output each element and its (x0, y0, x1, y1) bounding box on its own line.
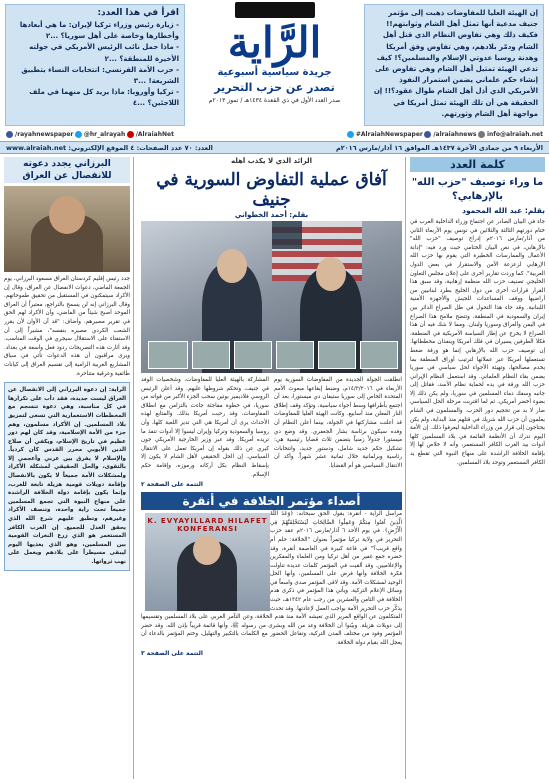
youtube-icon (127, 131, 134, 138)
in-this-issue-item[interactable]: - تركيا وأوروبا: ماذا يريد كل منهما في ملف اللاجئين؟ ...٤ (29, 88, 179, 108)
twitter-icon (347, 131, 354, 138)
portrait-inset (192, 341, 230, 369)
main-article-body (141, 376, 402, 479)
portrait-inset (360, 341, 398, 369)
editorial-headline[interactable]: ما وراء توصيف "حزب الله" بالإرهابي؟ (411, 177, 544, 202)
facebook-icon (424, 131, 431, 138)
portrait-inset (234, 341, 272, 369)
person-head (49, 196, 85, 234)
barzani-photo (4, 186, 130, 272)
facebook-icon (6, 131, 13, 138)
first-issue-date: صدر العدد الأول في ذي القعدة ١٤٣٤هـ / تموز ٢٠١٣م (208, 97, 341, 104)
speaker-head (193, 535, 221, 565)
khilafa-article-text: مراسل الراية - أنقرة: يقول الحق سبحانه: ﴿وَعَدَ اللَّهُ الَّذِينَ آمَنُوا مِنكُمْ وَعَمِلُوا الصَّالِحَاتِ لَيَسْتَخْلِفَنَّهُمْ فِي الْأَرْضِ﴾. في يوم الأحد ٦ آذار/مارس ٢٠١٦م عقد حزب التحرير في ولاية تركيا مؤتمراً بعنوان "الخلافة: حلم أم واقع قريب؟" في قاعة كبيرة في العاصمة أنقرة، وقد حضره جمع غفير من أهل تركيا ومن العلماء والمفكرين والإعلاميين. وقد ألقيت في المؤتمر كلمات عديدة تناولت فكرة الخلافة وأنها فرض على المسلمين، وأنها الحل الوحيد لمشكلات الأمة. وقد لاقى المؤتمر صدى واسعاً في وسائل الإعلام التركية. ويأتي هذا المؤتمر في ذكرى هدم الخلافة في الثامن والعشرين من رجب عام ١٣٤٢هـ، حيث يذكّر حزب التحرير الأمة بواجب العمل لإعادتها. وقد تحدث المتكلمون عن الواقع المرير الذي تعيشه الأمة منذ هدم الخلافة، وعن التآمر الغربي على بلاد المسلمين وتقسيمها إلى دويلات هزيلة. وبيّنوا أن الخلافة وعد من الله وبشرى من رسوله ﷺ، وأنها قائمة قريباً بإذن الله. وقد حضر المؤتمر وفود من مختلف المدن التركية، وتفاعل الحضور مع الكلمات بالتكبير والتهليل، وختم المؤتمر بالدعاء أن يعجل الله بقيام دولة الخلافة. (141, 511, 402, 647)
paper-name: الرَّاية (227, 18, 322, 67)
paper-publisher: تصدر عن حزب التحرير (214, 81, 335, 94)
email-link[interactable]: info@alraiah.net (478, 131, 543, 138)
editorial-quote-box (364, 4, 544, 126)
editorial-column (405, 157, 545, 779)
barzani-article-text: جدد رئيس إقليم كردستان العراق مسعود البرزاني، يوم الجمعة الماضي، دعوات الانفصال عن العراق، وقال إن الأكراد سيتمكنون في المستقبل من تحقيق طموحاتهم. وقال البرزاني إنه لن يسمح بالتراجع، معتبراً أن العراق الموحد أصبح شيئاً من الماضي، وأن الأكراد لهم الحق في تقرير مصيرهم. وأضاف: "قد آن الأوان لأن يقرر الشعب الكردي مصيره بنفسه"، مشيراً إلى أن الاستفتاء على الاستقلال سيجري في الوقت المناسب. وقد أثارت هذه التصريحات ردود فعل واسعة في بغداد. ويرى مراقبون أن هذه الدعوات تأتي في سياق المشاريع الغربية الرامية إلى تقسيم العراق إلى كيانات طائفية وعرقية متناحرة. (4, 276, 130, 377)
portrait-inset (318, 341, 356, 369)
editorial-author: بقلم: عبد الله المحمود (462, 206, 545, 215)
continued-note[interactable]: التتمة على الصفحة ٢ (141, 481, 203, 489)
issue-meta-bar (0, 141, 549, 154)
person-head (217, 249, 247, 283)
issue-date: الأربعاء ٩ من جمادى الآخرة ١٤٣٧هـ الموافق ١٦ آذار/مارس ٢٠١٦م (335, 143, 543, 152)
youtube-link[interactable]: /AlraiahNet (127, 131, 174, 138)
masthead-header (0, 0, 549, 128)
paper-motto: الرائد الذي لا يكذب أهله (230, 157, 313, 165)
social-links-strip (0, 128, 549, 140)
main-author: بقلم: أحمد الخطواني (234, 211, 309, 219)
twitter-link[interactable]: @hr_alrayah (75, 131, 125, 138)
in-this-issue-title: اقرأ في هذا العدد: (97, 8, 179, 18)
person-head (316, 257, 346, 291)
main-headline[interactable]: آفاق عملية التفاوض السورية في جنيف (156, 170, 387, 210)
email-icon (478, 131, 485, 138)
issue-number: العدد: ٧٠ عدد الصفحات: ٤ الموقع الإلكتروني: www.alraiah.net (6, 143, 213, 152)
in-this-issue-list (11, 20, 179, 110)
twitter-icon (75, 131, 82, 138)
khilafa-headline[interactable]: أصداء مؤتمر الخلافة في أنقرة (141, 492, 402, 510)
rayah-comment-box (4, 382, 130, 570)
news-column (4, 157, 134, 779)
in-this-issue-box (5, 4, 185, 126)
editorial-body: جاء في البيان الصادر عن اجتماع وزراء الداخلية العرب في ختام دورتهم الثالثة والثلاثين في تونس يوم الأربعاء الثاني من آذار/مارس ٢٠١٦م إدراج توصيف "حزب الله" بالإرهابي، في نص البيان الختامي حيث ورد فيه: "إدانة الأعمال والممارسات الخطيرة التي يقوم بها حزب الله الإرهابي لزعزعة الأمن والاستقرار في بعض الدول العربية". كما وردت تقارير أخرى على إعلان مجلس التعاون الخليجي تصنيف حزب الله منظمة إرهابية، وقد سبق هذا القرار قرارات أخرى من دول الخليج بطرد لبنانيين من أراضيها ووقف المساعدات للجيش والأجهزة الأمنية اللبنانية. وقد جاء هذا التحول في ظل الصراع الدائر بين إيران والسعودية في المنطقة، وتتضح ملامح هذا الصراع في اليمن والعراق وسوريا ولبنان. ومما لا شك فيه أن هذا الصراع لا يخرج عن إطار السياسة الأمريكية في المنطقة، فكلا الطرفين يسيران في فلك أمريكا وينفذان مخططاتها. إن توصيف حزب الله بالإرهابي إنما هو ورقة ضغط تستعملها أمريكا عبر عملائها لترتيب أوراق المنطقة بما يخدم مصالحها، وتهيئة الأجواء لحل سياسي في سوريا يضمن بقاء النظام العلماني. وقد استعمل النظام الإيراني حزب الله ورقة في يده لحماية نظام الأسد، فقاتل إلى جانبه وسفك دماء المسلمين في سوريا، ولم يكن ذلك إلا بضوء أخضر أمريكي. ثم لما اقتربت مرحلة الحل السياسي صار لا بد من تحجيم دور الحزب. والمسلمون في الشام يعلمون أن حزب الله شريك في قتلهم منذ البداية، ولم يكن يحتاجون إلى قرار من وزراء الداخلية ليعرفوا ذلك. إن الأمة اليوم تدرك أن الأنظمة القائمة في بلاد المسلمين كلها أدوات بيد الغرب الكافر المستعمر، وأنه لا خلاص لها إلا بإقامة الخلافة الراشدة على منهاج النبوة التي تقطع يد الكافر المستعمر وتوحد بلاد المسلمين. (410, 219, 545, 466)
in-this-issue-item[interactable]: - ماذا حمل نائب الرئيس الأمريكي في جولته الأخيرة للمنطقة؟ ...٢ (29, 43, 179, 63)
facebook-link[interactable]: /rayahnewspaper (6, 131, 73, 138)
masthead (188, 2, 361, 126)
paper-subtitle: جريدة سياسية أسبوعية (217, 67, 332, 78)
in-this-issue-item[interactable]: - زيارة رئيس وزراء تركيا لإيران: ما هي أبعادها وأخطارها وخاصة على أهل سوريا؟ ...٢ (19, 21, 179, 41)
black-flag-icon (235, 2, 315, 18)
main-article-column (138, 157, 405, 779)
flag-canton (272, 221, 302, 249)
portrait-inset (148, 341, 188, 369)
main-article-photo (141, 221, 402, 373)
hashtag-link[interactable]: #AlraiahNewspaper (347, 131, 423, 138)
rayah-comment-text: الراية: إن دعوة البرزاني إلى الانفصال عن العراق ليست جديدة، فقد دأب على تكرارها في كل مناسبة، وهي دعوة تنسجم مع المخططات الاستعمارية التي تسعى لتمزيق بلاد المسلمين. إن الأكراد مسلمون، وهم جزء من الأمة الإسلامية، وقد كان لهم دور عظيم في تاريخ الإسلام، ويكفي أن صلاح الدين الأيوبي محرر القدس كان كردياً. والإسلام لا يفرق بين عربي وأعجمي إلا بالتقوى، والحل الحقيقي لمشكلة الأكراد ولمشكلات الأمة جميعاً لا يكون بالانفصال وإقامة دويلات قومية هزيلة تابعة للغرب، وإنما يكون بإقامة دولة الخلافة الراشدة على منهاج النبوة التي تجمع المسلمين جميعاً تحت راية واحدة، وتنصف الأكراد وغيرهم، وتطبق عليهم شرع الله الذي يحقق العدل للجميع. إن الغرب الكافر المستعمر هو الذي زرع النعرات القومية بين المسلمين، وهو الذي يغذيها اليوم ليبقى مسيطراً على بلادهم ويعمل على نهب ثرواتها. (8, 387, 126, 565)
portrait-inset (276, 341, 314, 369)
main-article-text: المشاركة بالهيئة العليا للمفاوضات، وشخصيات الوفد في جنيف، وتحكم شروطها عليهم. وقد أعلن الرئيس الروسي فلاديمير بوتين سحب الجزء الأكبر من قواته من سوريا، في خطوة مفاجئة جاءت بالتزامن مع انطلاق المفاوضات، وقد رحبت أمريكا بذلك. والمتابع لهذه الأحداث يرى أن أمريكا هي التي تدير اللعبة كلها، وأن روسيا والسعودية وتركيا وإيران ليسوا إلا أدوات تنفذ ما تريده أمريكا. وقد عبر وزير الخارجية الأمريكي جون كيري عن ذلك بقوله إن أمريكا تعمل على الانتقال السياسي. إن الحل الحقيقي لأهل الشام لا يكون إلا بإسقاط النظام بكل أركانه ورموزه، وإقامة حكم الإسلام. (141, 377, 269, 478)
main-article-text: انطلقت الجولة الجديدة من المفاوضات السورية يوم الأربعاء في ١٤/٣/٢٠١٦م، وضبط إيقاعها مبعوث الأمم المتحدة الخاص إلى سوريا ستيفان دي ميستورا، بعد أن اجتمع بأطرافها وسط أجواء سياسية، وتؤكد وقف إطلاق النار المعلن منذ أسابيع. وكانت الهيئة العليا للمفاوضات قد أعلنت مشاركتها في الجولة، بينما أعلن النظام أن وفده سيكون برئاسة بشار الجعفري. وقد وضع دي ميستورا جدولاً زمنياً يتضمن ثلاث قضايا رئيسية هي: تشكيل حكم جديد شامل، ودستور جديد، وانتخابات رئاسية وبرلمانية خلال ثمانية عشر شهراً. وأكد أن الانتقال السياسي هو أم القضايا. (274, 377, 402, 469)
continued-note[interactable]: التتمة على الصفحة ٣ (141, 649, 203, 657)
conference-banner-text: K. EVYAYILLARD HILAFET KONFERANSI (147, 517, 268, 534)
facebook-link[interactable]: /alraiahnews (424, 131, 476, 138)
in-this-issue-item[interactable]: - حزب الأمة الفرنسي: انتخابات النساء بتطبيق الشريعة! ...٣ (21, 65, 179, 86)
section-title: كلمة العدد (410, 157, 545, 172)
conference-photo (145, 513, 270, 611)
barzani-headline[interactable]: البرزاني يجدد دعوته للانفصال عن العراق (4, 157, 130, 183)
editorial-quote-text: إن الهيئة العليا للمفاوضات ذهبت إلى مؤتمر جنيف مدعية أنها تمثل أهل الشام وثوابتهم!! فكيف ذلك وهي تفاوض النظام الذي قتل أهل الشام ودمّر بلادهم، وهي تفاوض وفق أمريكا وهدنة روسيا عدوتي الإسلام والمسلمين؟! كيف تدعي الهيئة تمثيل أهل الشام وهي تفاوض على إنشاء حكم علماني يضمن استمرار النفوذ الأمريكي الذي أذل أهل الشام طوال عقود؟!! إن الحقيقة هي أن تلك الهيئة تمثل أمريكا في مواجهة أهل الشام وثورتهم. (373, 9, 538, 118)
